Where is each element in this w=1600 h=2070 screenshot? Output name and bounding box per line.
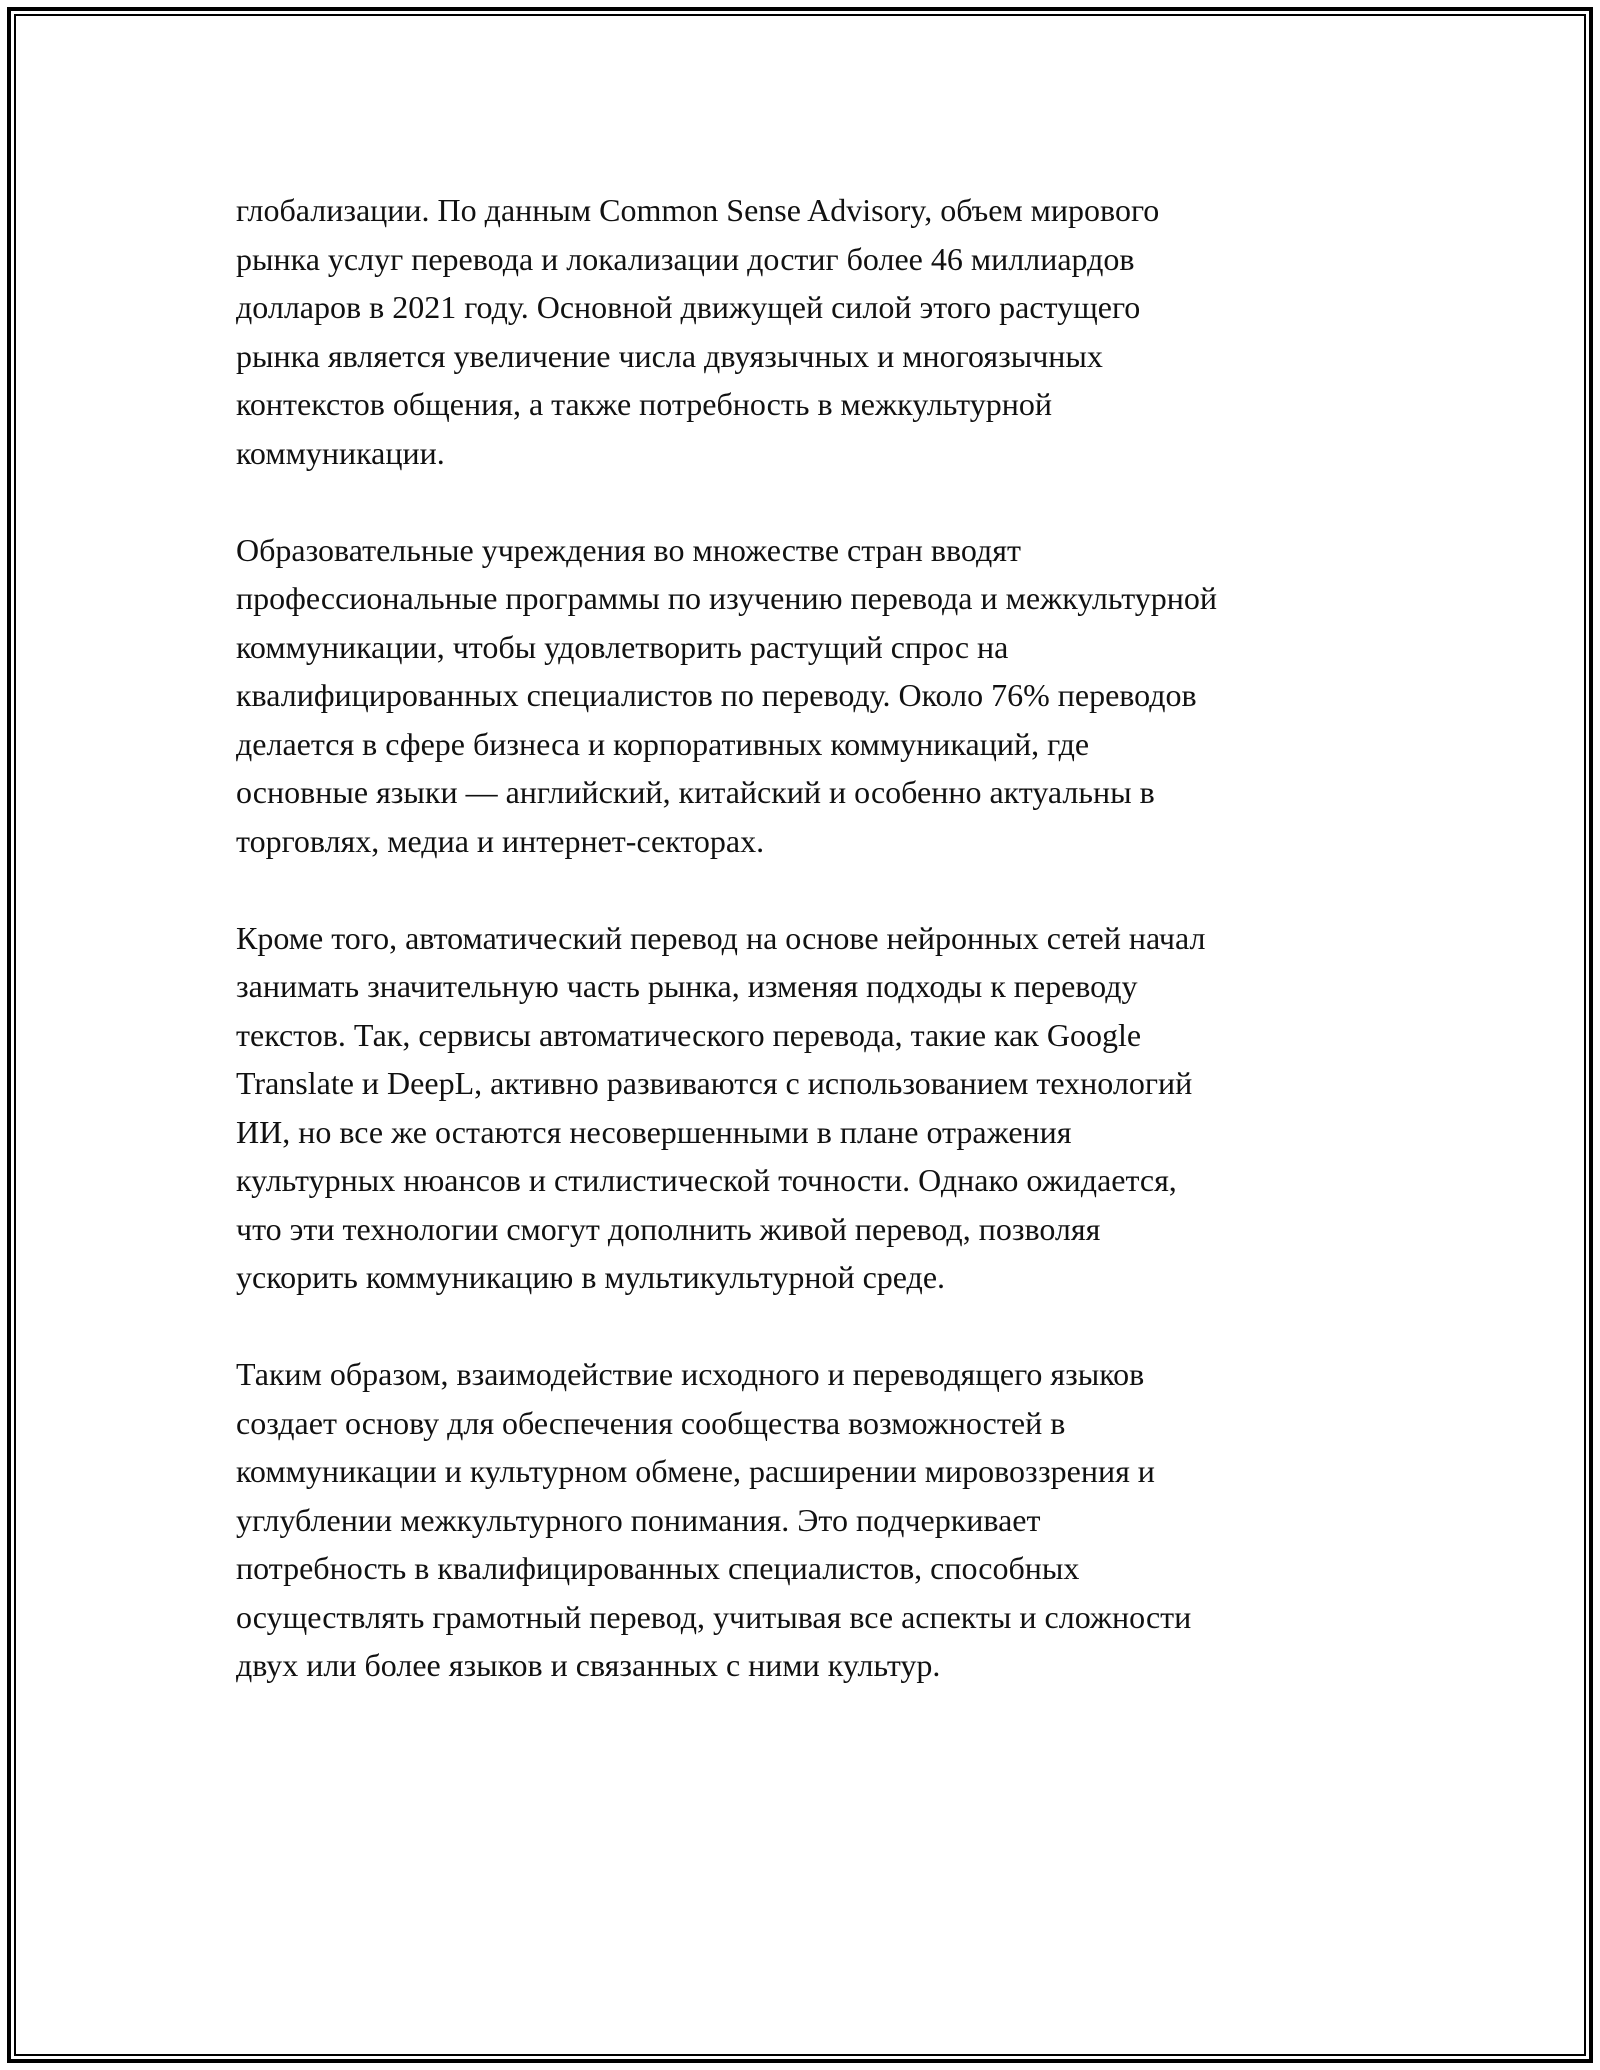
text-line: коммуникации, чтобы удовлетворить растущий спрос на	[236, 628, 1009, 665]
text-line: Кроме того, автоматический перевод на основе нейронных сетей начал	[236, 919, 1206, 956]
text-line: основные языки — английский, китайский и особенно актуальны в	[236, 774, 1155, 810]
text-line: глобализации. По данным Common Sense Advisory, объем мирового	[236, 192, 1160, 228]
text-line: делается в сфере бизнеса и корпоративных коммуникаций, где	[236, 725, 1090, 762]
text-line: занимать значительную часть рынка, изменяя подходы к переводу	[236, 968, 1138, 1004]
text-line: рынка услуг перевода и локализации достиг более 46 миллиардов	[236, 240, 1135, 277]
text-line: квалифицированных специалистов по переводу. Около 76% переводов	[236, 677, 1197, 713]
paragraph-4	[236, 1350, 1376, 1690]
text-line: потребность в квалифицированных специалистов, способных	[236, 1550, 1080, 1586]
text-line: контекстов общения, а также потребность в межкультурной	[236, 386, 1052, 422]
text-line: коммуникации и культурном обмене, расширении мировоззрения и	[236, 1453, 1155, 1489]
text-line: создает основу для обеспечения сообщества возможностей в	[236, 1404, 1066, 1441]
text-line: Таким образом, взаимодействие исходного и переводящего языков	[236, 1356, 1145, 1392]
text-line: ускорить коммуникацию в мультикультурной среде.	[236, 1259, 946, 1295]
text-line: Translate и DeepL, активно развиваются с использованием технологий	[236, 1065, 1193, 1101]
text-line: профессиональные программы по изучению перевода и межкультурной	[236, 580, 1218, 616]
text-line: торговлях, медиа и интернет-секторах.	[236, 822, 765, 859]
paragraph-3	[236, 914, 1376, 1302]
paragraph-2	[236, 526, 1376, 866]
text-line: коммуникации.	[236, 434, 445, 471]
text-line: двух или более языков и связанных с ними культур.	[236, 1647, 941, 1683]
text-line: культурных нюансов и стилистической точности. Однако ожидается,	[236, 1162, 1177, 1198]
paragraph-1	[236, 186, 1376, 477]
text-line: что эти технологии смогут дополнить живой перевод, позволяя	[236, 1210, 1101, 1247]
text-line: Образовательные учреждения во множестве стран вводят	[236, 531, 1021, 568]
text-line: долларов в 2021 году. Основной движущей силой этого растущего	[236, 289, 1141, 325]
text-line: углублении межкультурного понимания. Это подчеркивает	[236, 1501, 1041, 1538]
text-line: рынка является увеличение числа двуязычных и многоязычных	[236, 337, 1103, 374]
text-line: осуществлять грамотный перевод, учитывая все аспекты и сложности	[236, 1598, 1192, 1635]
text-line: ИИ, но все же остаются несовершенными в плане отражения	[236, 1113, 1072, 1150]
document-body	[236, 186, 1376, 1738]
text-line: текстов. Так, сервисы автоматического перевода, такие как Google	[236, 1016, 1142, 1053]
